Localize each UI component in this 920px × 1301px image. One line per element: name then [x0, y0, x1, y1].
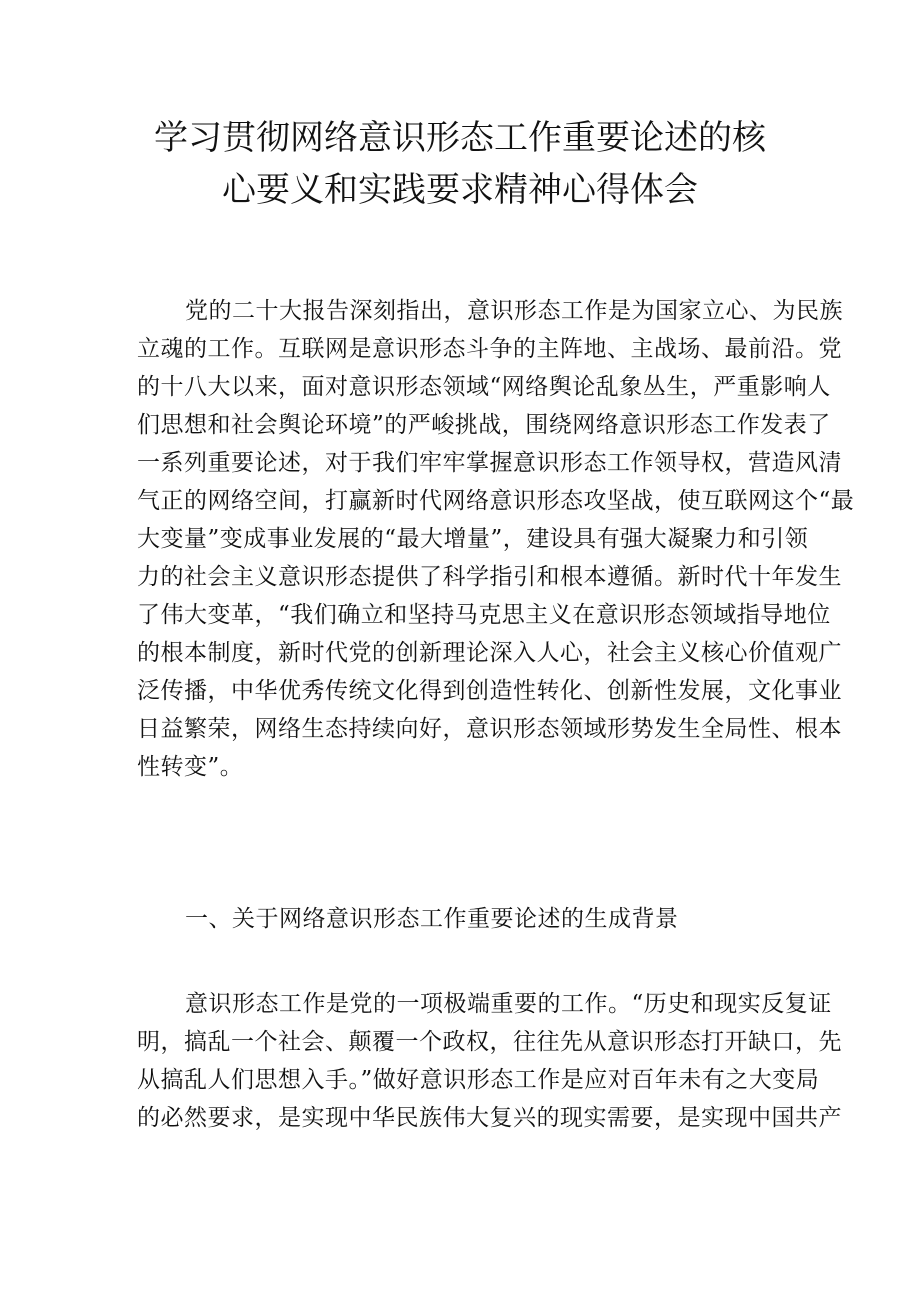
paragraph-line: 意识形态工作是党的一项极端重要的工作。“历史和现实反复证 [185, 991, 832, 1017]
paragraph-background [137, 985, 842, 1137]
paragraph-line: 立魂的工作。互联网是意识形态斗争的主阵地、主战场、最前沿。党 [137, 336, 842, 362]
paragraph-line: 明，搞乱一个社会、颠覆一个政权，往往先从意识形态打开缺口，先 [137, 1029, 842, 1055]
paragraph-line: 党的二十大报告深刻指出，意识形态工作是为国家立心、为民族 [185, 298, 843, 324]
paragraph-line: 的根本制度，新时代党的创新理论深入人心，社会主义核心价值观广 [137, 640, 842, 666]
paragraph-line: 大变量”变成事业发展的“最大增量”，建设具有强大凝聚力和引领 [137, 526, 809, 552]
section-heading [137, 900, 787, 938]
paragraph-line: 性转变”。 [137, 754, 244, 780]
section-heading-text: 一、关于网络意识形态工作重要论述的生成背景 [185, 906, 679, 932]
paragraph-line: 们思想和社会舆论环境”的严峻挑战，围绕网络意识形态工作发表了 [137, 412, 831, 438]
paragraph-line: 一系列重要论述，对于我们牢牢掌握意识形态工作领导权，营造风清 [137, 450, 842, 476]
paragraph-line: 了伟大变革，“我们确立和坚持马克思主义在意识形态领域指导地位 [137, 602, 831, 628]
title-line: 学习贯彻网络意识形态工作重要论述的核 [154, 118, 766, 158]
paragraph-line: 泛传播，中华优秀传统文化得到创造性转化、创新性发展，文化事业 [137, 678, 842, 704]
paragraph-line: 力的社会主义意识形态提供了科学指引和根本遵循。新时代十年发生 [137, 564, 842, 590]
paragraph-line: 的必然要求，是实现中华民族伟大复兴的现实需要，是实现中国共产 [137, 1105, 842, 1131]
paragraph-line: 日益繁荣，网络生态持续向好，意识形态领域形势发生全局性、根本 [137, 716, 842, 742]
paragraph-line: 气正的网络空间，打赢新时代网络意识形态攻坚战，使互联网这个“最 [137, 488, 855, 514]
paragraph-line: 的十八大以来，面对意识形态领域“网络舆论乱象丛生，严重影响人 [137, 374, 831, 400]
title-line: 心要义和实践要求精神心得体会 [222, 170, 698, 210]
paragraph-line: 从搞乱人们思想入手。”做好意识形态工作是应对百年未有之大变局 [137, 1067, 820, 1093]
document-title [120, 112, 800, 216]
paragraph-intro [137, 292, 855, 786]
